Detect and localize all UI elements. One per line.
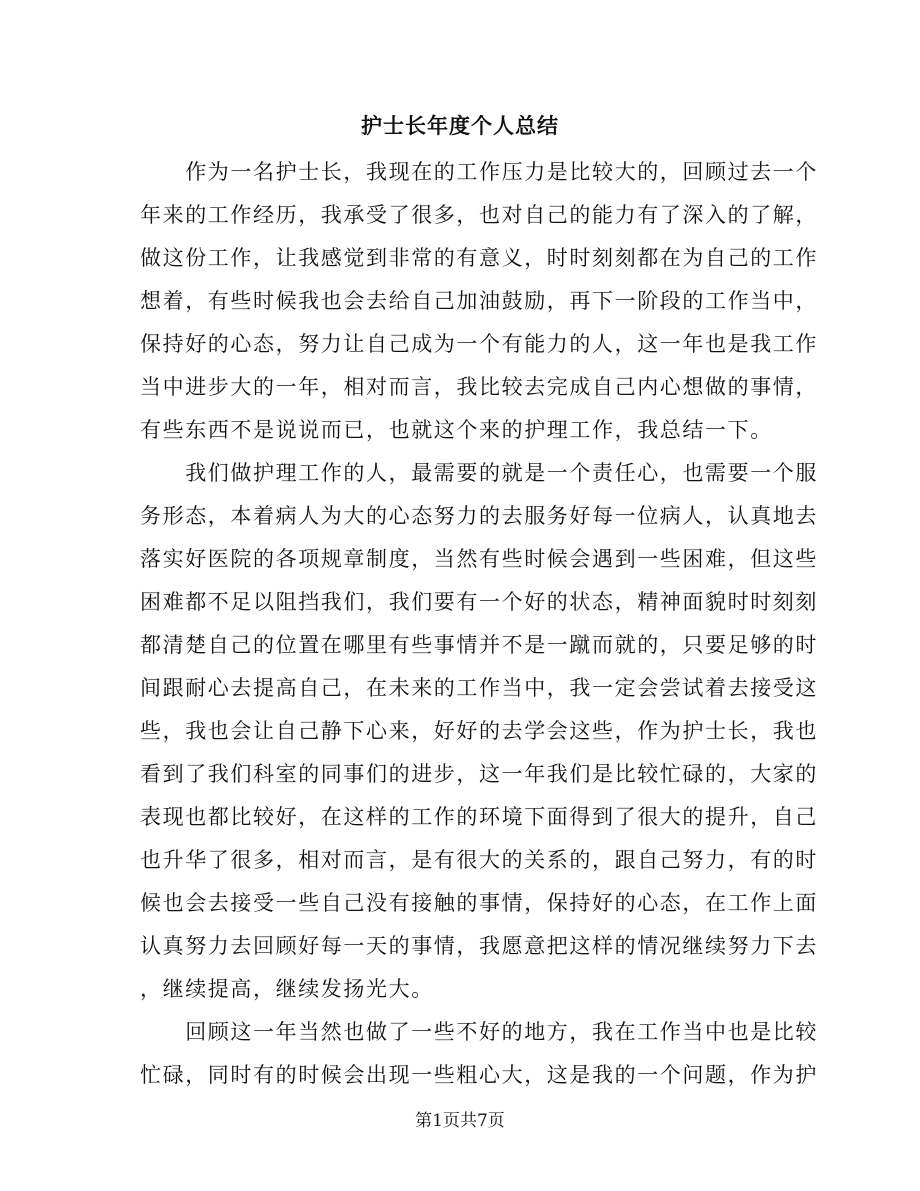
text-line: 当中进步大的一年，相对而言，我比较去完成自己内心想做的事情，	[140, 375, 818, 399]
text-line: 困难都不足以阻挡我们，我们要有一个好的状态，精神面貌时时刻刻	[140, 590, 818, 614]
text-line: 表现也都比较好，在这样的工作的环境下面得到了很大的提升，自己	[140, 805, 818, 829]
text-line: 候也会去接受一些自己没有接触的事情，保持好的心态，在工作上面	[140, 891, 818, 915]
text-line: 务形态，本着病人为大的心态努力的去服务好每一位病人，认真地去	[140, 504, 818, 528]
text-line: 些，我也会让自己静下心来，好好的去学会这些，作为护士长，我也	[140, 719, 818, 743]
text-line: 也升华了很多，相对而言，是有很大的关系的，跟自己努力，有的时	[140, 848, 818, 872]
page-number-footer: 第1页共7页	[415, 1111, 505, 1131]
text-line: 认真努力去回顾好每一天的事情，我愿意把这样的情况继续努力下去	[140, 934, 818, 958]
text-line: 我们做护理工作的人，最需要的就是一个责任心，也需要一个服	[140, 461, 818, 485]
text-line: 做这份工作，让我感觉到非常的有意义，时时刻刻都在为自己的工作	[140, 246, 818, 270]
text-line: 忙碌，同时有的时候会出现一些粗心大，这是我的一个问题，作为护	[140, 1063, 818, 1087]
text-line: 看到了我们科室的同事们的进步，这一年我们是比较忙碌的，大家的	[140, 762, 818, 786]
text-line: 回顾这一年当然也做了一些不好的地方，我在工作当中也是比较	[140, 1020, 818, 1044]
text-line: 间跟耐心去提高自己，在未来的工作当中，我一定会尝试着去接受这	[140, 676, 818, 700]
text-line: ，继续提高，继续发扬光大。	[140, 977, 434, 1001]
text-line: 都清楚自己的位置在哪里有些事情并不是一蹴而就的，只要足够的时	[140, 633, 818, 657]
text-line: 有些东西不是说说而已，也就这个来的护理工作，我总结一下。	[140, 418, 773, 442]
text-line: 保持好的心态，努力让自己成为一个有能力的人，这一年也是我工作	[140, 332, 818, 356]
text-line: 落实好医院的各项规章制度，当然有些时候会遇到一些困难，但这些	[140, 547, 818, 571]
text-line: 作为一名护士长，我现在的工作压力是比较大的，回顾过去一个	[140, 160, 818, 184]
text-line: 想着，有些时候我也会去给自己加油鼓励，再下一阶段的工作当中，	[140, 289, 818, 313]
text-line: 年来的工作经历，我承受了很多，也对自己的能力有了深入的了解，	[140, 203, 818, 227]
document-title: 护士长年度个人总结	[361, 113, 559, 138]
